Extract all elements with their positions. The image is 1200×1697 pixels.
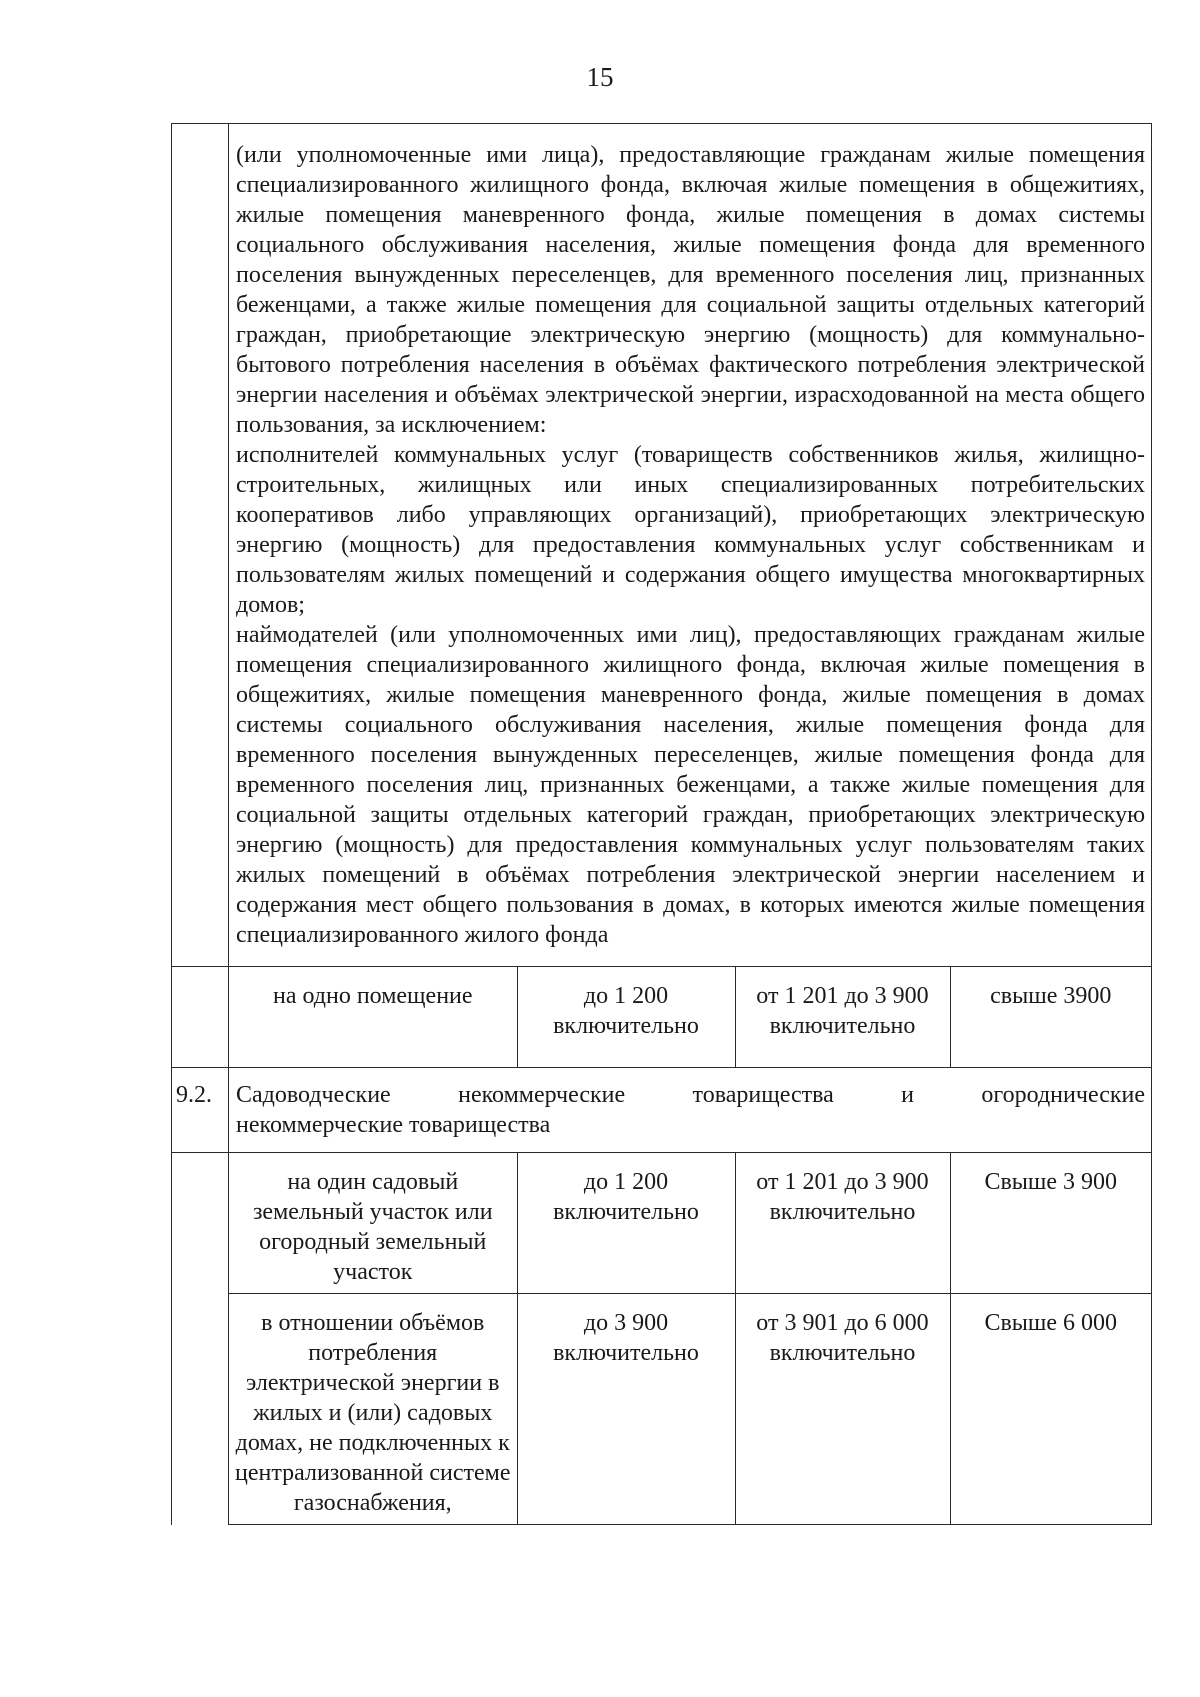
table-row-tiers: [172, 967, 1152, 1068]
row-number-cell: 9.2.: [172, 1068, 229, 1153]
tier-cell-wrapper: [229, 1153, 1152, 1525]
row-number-cell-empty: [172, 967, 229, 1068]
tier-row-houses: [229, 1294, 1151, 1525]
tier-1-cell: до 1 200 включительно: [517, 967, 735, 1067]
tier-table: [229, 967, 1151, 1067]
category-heading-line2: некоммерческие товарищества: [236, 1112, 551, 1138]
table-row-continued: [172, 124, 1152, 967]
tier-row: [229, 967, 1151, 1067]
category-heading-line1: Садоводческие некоммерческие товарищества и огороднические: [236, 1082, 1145, 1108]
tier-3-cell: Свыше 6 000: [950, 1294, 1151, 1525]
tier-1-cell: до 1 200 включительно: [517, 1153, 735, 1294]
row-number-cell-empty: [172, 124, 229, 967]
tier-row-plot: [229, 1153, 1151, 1294]
tier-2-cell: от 3 901 до 6 000 включительно: [735, 1294, 950, 1525]
tier-2-cell: от 1 201 до 3 900 включительно: [735, 1153, 950, 1294]
consumer-category-cell: [229, 1068, 1152, 1153]
tier-cell-wrapper: [229, 967, 1152, 1068]
tariff-table: [171, 123, 1152, 1525]
exception-landlords-text: наймодателей (или уполномоченных ими лиц), предоставляющих гражданам жилые помещения специализированного жилищного фонда, включая жилые помещения в общежитиях, жилые помещения маневренного фонда, жилые помещения в домах системы социального обслуживания населения, жилые помещения фонда для временного поселения вынужденных переселенцев, жилые помещения фонда для временного поселения лиц, признанных беженцами, а также жилые помещения для социальной защиты отдельных категорий граждан, приобретающих электрическую энергию (мощность) для предоставления коммунальных услуг пользователям таких жилых помещений в объёмах потребления электрической энергии населением и содержания мест общего пользования в домах, в которых имеются жилые помещения специализированного жилого фонда: [236, 622, 1145, 948]
tier-label-cell: на одно помещение: [229, 967, 517, 1067]
table-row-9-2-tiers: [172, 1153, 1152, 1525]
tier-table: [229, 1153, 1151, 1524]
consumer-description-cell: [229, 124, 1152, 967]
exception-utilities-text: исполнителей коммунальных услуг (товариществ собственников жилья, жилищно-строительных, жилищных или иных специализированных потребительских кооперативов либо управляющих организаций), приобретающих электрическую энергию (мощность) для предоставления коммунальных услуг собственникам и пользователям жилых помещений и содержания общего имущества многоквартирных домов;: [236, 442, 1145, 618]
tier-label-cell: на один садовый земельный участок или огородный земельный участок: [229, 1153, 517, 1294]
tier-3-cell: Свыше 3 900: [950, 1153, 1151, 1294]
tier-1-cell: до 3 900 включительно: [517, 1294, 735, 1525]
page-number: 15: [586, 62, 614, 92]
tier-label-cell: в отношении объёмов потребления электрической энергии в жилых и (или) садовых домах, не подключенных к централизованной системе газоснабжения,: [229, 1294, 517, 1525]
row-number-cell-empty: [172, 1153, 229, 1525]
consumer-intro-text: (или уполномоченные ими лица), предоставляющие гражданам жилые помещения специализированного жилищного фонда, включая жилые помещения в общежитиях, жилые помещения маневренного фонда, жилые помещения в домах системы социального обслуживания населения, жилые помещения фонда для временного поселения вынужденных переселенцев, для временного поселения лиц, признанных беженцами, а также жилые помещения для социальной защиты отдельных категорий граждан, приобретающие электрическую энергию (мощность) для коммунально-бытового потребления населения в объёмах фактического потребления электрической энергии населения и объёмах электрической энергии, израсходованной на места общего пользования, за исключением:: [236, 142, 1145, 438]
tier-3-cell: свыше 3900: [950, 967, 1151, 1067]
table-row-9-2: [172, 1068, 1152, 1153]
tier-2-cell: от 1 201 до 3 900 включительно: [735, 967, 950, 1067]
